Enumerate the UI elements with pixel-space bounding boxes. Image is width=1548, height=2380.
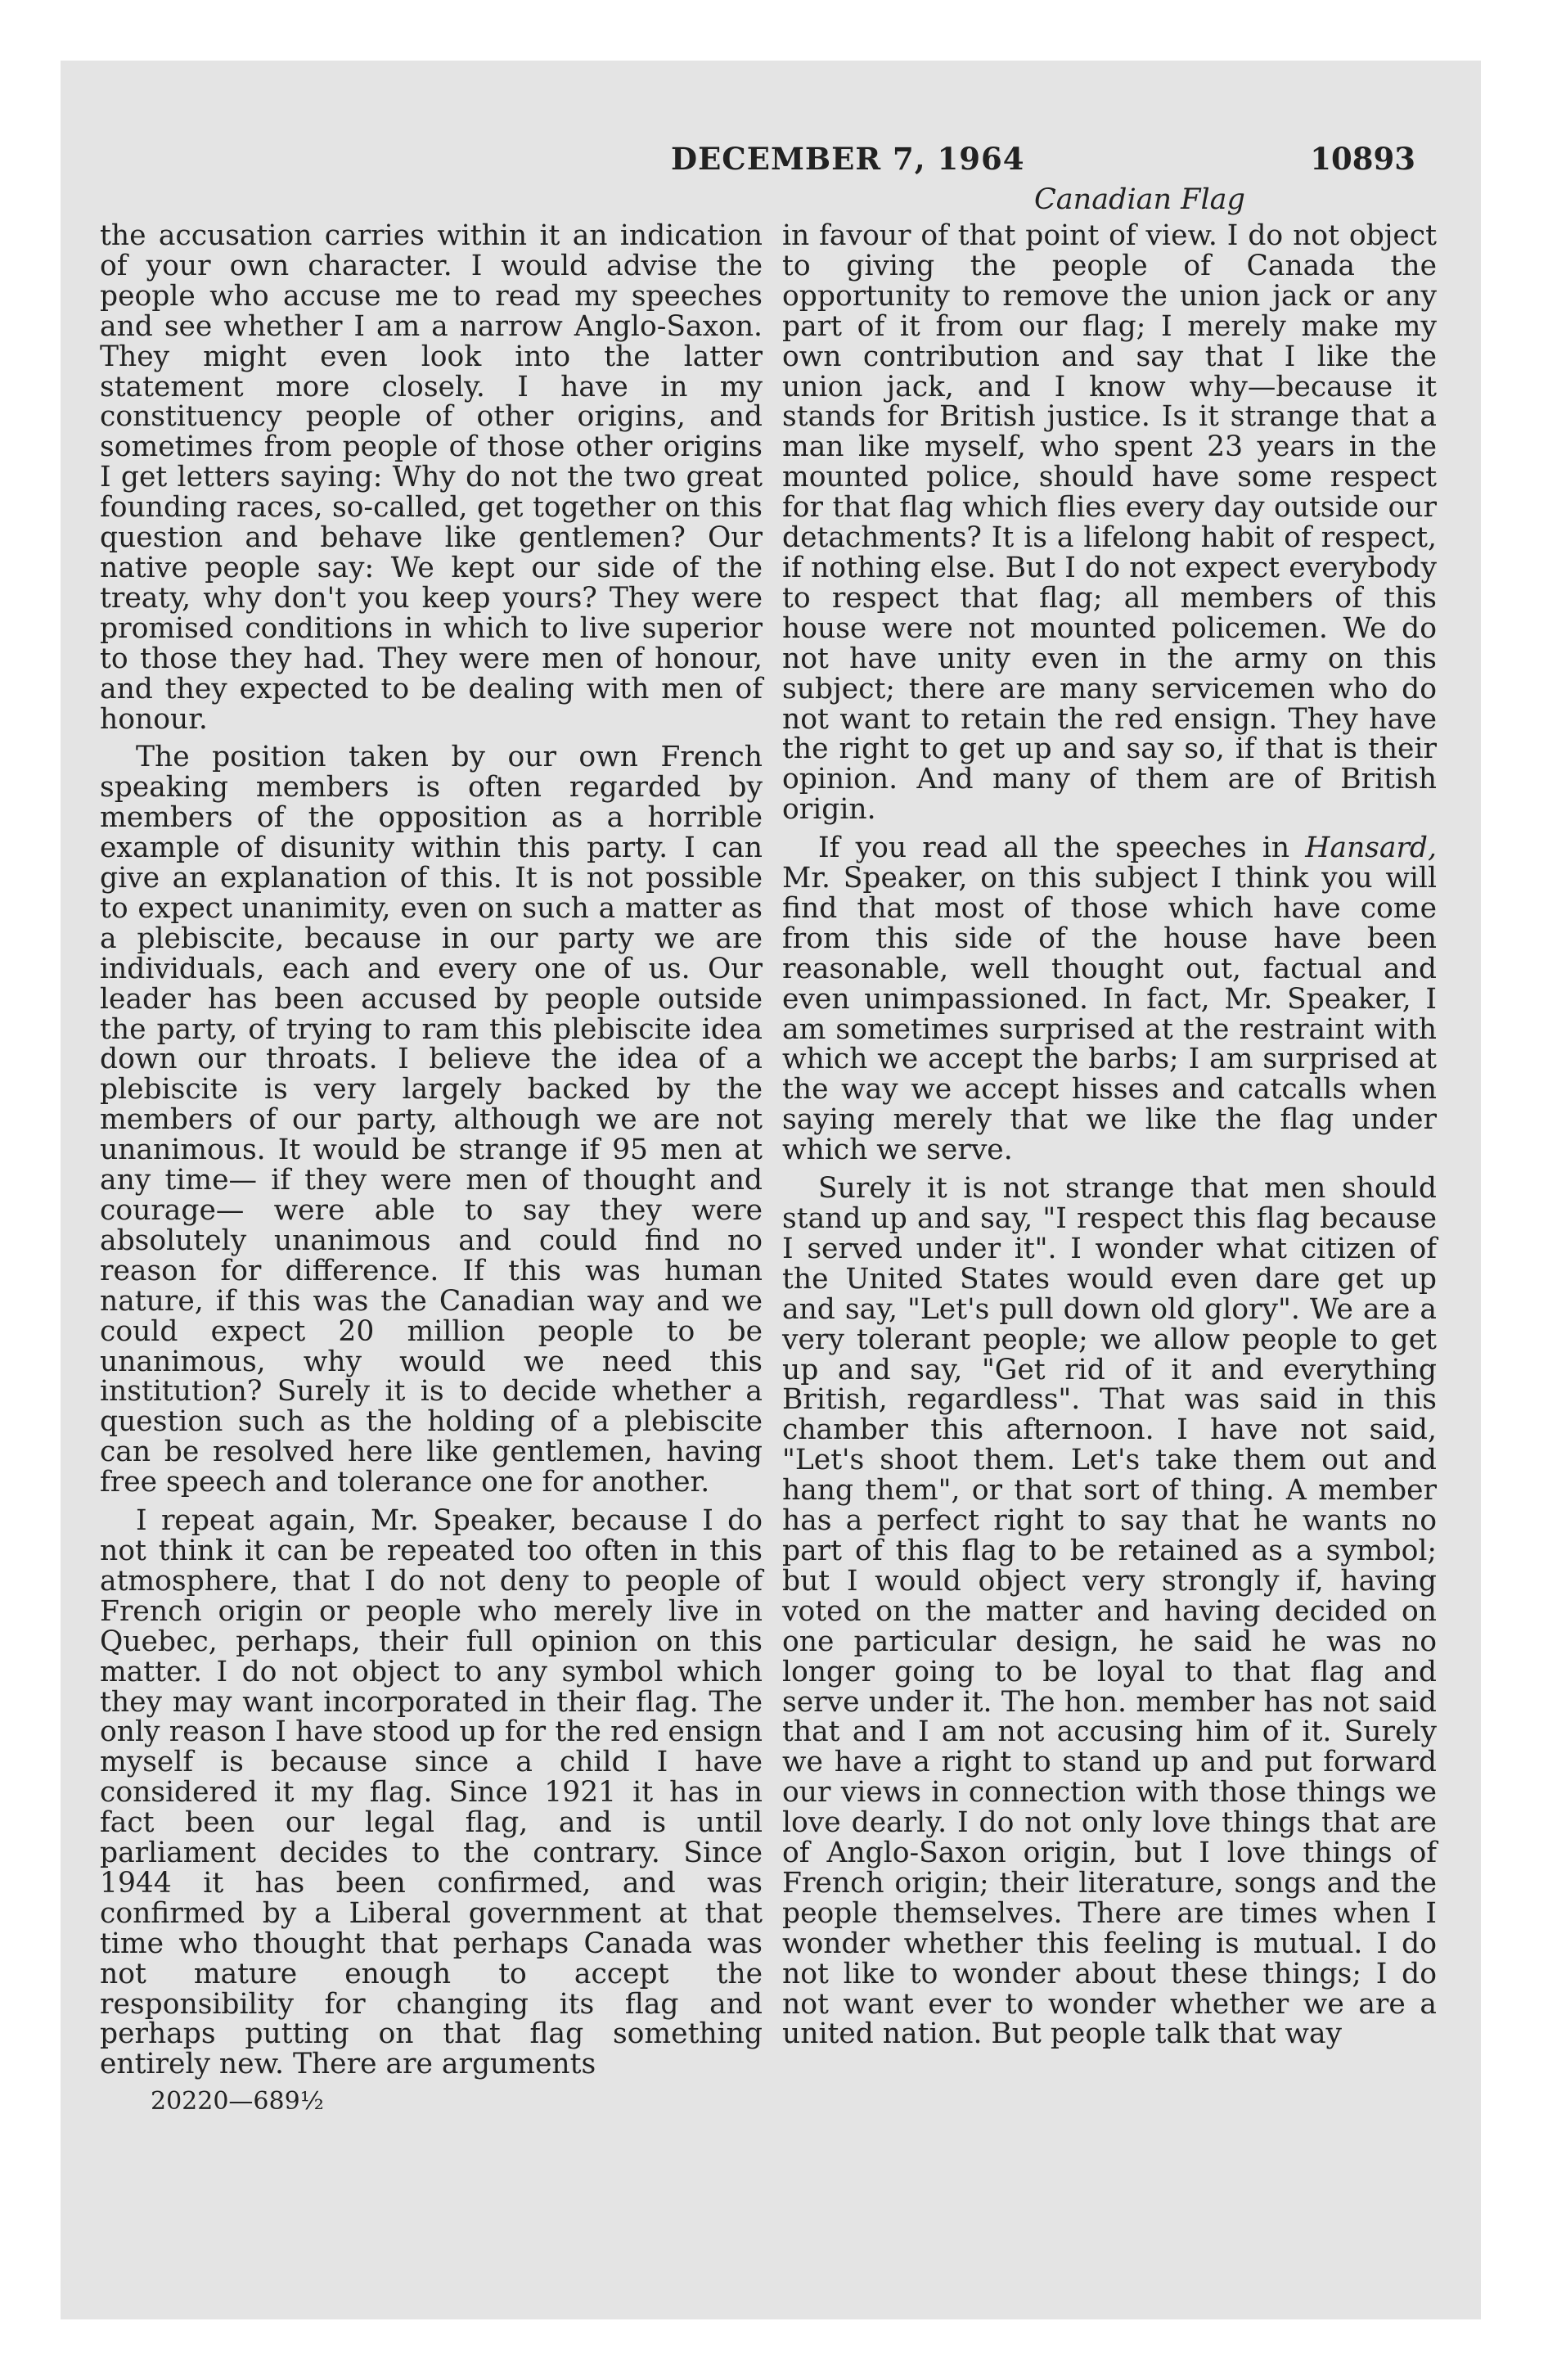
paragraph: I repeat again, Mr. Speaker, because I do not think it can be repeated too often in this atmosphere, that I do not deny to people of French origin or people who merely live in Quebec, perhaps, their full opinion on this matter. I do not object to any symbol which they may want incorporated in their flag. The only reason I have stood up for the red ensign myself is because since a child I have considered it my flag. Since 1921 it has in fact been our legal flag, and is until parliament decides to the contrary. Since 1944 it has been confirmed, and was confirmed by a Liberal government at that time who thought that perhaps Canada was not mature enough to accept the responsibility for changing its flag and perhaps putting on that flag something entirely new. There are arguments [100, 1504, 763, 2081]
header-date: DECEMBER 7, 1964 [671, 141, 1025, 177]
left-column [100, 221, 763, 2080]
document-page [61, 61, 1481, 2319]
paragraph: Surely it is not strange that men should stand up and say, "I respect this flag because I served under it". I wonder what citizen of the United States would even dare get up and say, "Let's pull down old glory". We are a very tolerant people; we allow people to get up and say, "Get rid of it and everything British, regardless". That was said in this chamber this afternoon. I have not said, "Let's shoot them. Let's take them out and hang them", or that sort of thing. A member has a perfect right to say that he wants no part of this flag to be retained as a symbol; but I would object very strongly if, having voted on the matter and having decided on one particular design, he said he was no longer going to be loyal to that flag and serve under it. The hon. member has not said that and I am not accusing him of it. Surely we have a right to stand up and put forward our views in connection with those things we love dearly. I do not only love things that are of Anglo-Saxon origin, but I love things of French origin; their literature, songs and the people themselves. There are times when I wonder whether this feeling is mutual. I do not like to wonder about these things; I do not want ever to wonder whether we are a united nation. But people talk that way [782, 1172, 1437, 2051]
paragraph [782, 833, 1437, 1165]
paragraph-text: If you read all the speeches in [818, 832, 1306, 865]
paragraph: The position taken by our own French speaking members is often regarded by members of the opposition as a horrible example of disunity within this party. I can give an explanation of this. It is not possible to expect unanimity, even on such a matter as a plebiscite, because in our party we are individuals, each and every one of us. Our leader has been accused by people outside the party, of trying to ram this plebiscite idea down our throats. I believe the idea of a plebiscite is very largely backed by the members of our party, although we are not unanimous. It would be strange if 95 men at any time— if they were men of thought and courage— were able to say they were absolutely unanimous and could find no reason for difference. If this was human nature, if this was the Canadian way and we could expect 20 million people to be unanimous, why would we need this institution? Surely it is to decide whether a question such as the holding of a plebiscite can be resolved here like gentlemen, having free speech and tolerance one for another. [100, 741, 763, 1499]
section-title: Canadian Flag [1034, 183, 1245, 216]
paragraph: the accusation carries within it an indication of your own character. I would advise the people who accuse me to read my speeches and see whether I am a narrow Anglo-Saxon. They might even look into the latter statement more closely. I have in my constituency people of other origins, and sometimes from people of those other origins I get letters saying: Why do not the two great founding races, so-called, get together on this question and behave like gentlemen? Our native people say: We kept our side of the treaty, why don't you keep yours? They were promised conditions in which to live superior to those they had. They were men of honour, and they expected to be dealing with men of honour. [100, 219, 763, 736]
paragraph-text: Mr. Speaker, on this subject I think you will find that most of those which have come from this side of the house have been reasonable, well thought out, factual and even unimpassioned. In fact, Mr. Speaker, I am sometimes surprised at the restraint with which we accept the barbs; I am surprised at the way we accept hisses and catcalls when saying merely that we like the flag under which we serve. [782, 862, 1437, 1167]
paragraph: in favour of that point of view. I do not object to giving the people of Canada the opportunity to remove the union jack or any part of it from our flag; I merely make my own contribution and say that I like the union jack, and I know why—because it stands for British justice. Is it strange that a man like myself, who spent 23 years in the mounted police, should have some respect for that flag which flies every day outside our detachments? It is a lifelong habit of respect, if nothing else. But I do not expect everybody to respect that flag; all members of this house were not mounted policemen. We do not have unity even in the army on this subject; there are many servicemen who do not want to retain the red ensign. They have the right to get up and say so, if that is their opinion. And many of them are of British origin. [782, 219, 1437, 827]
hansard-italic: Hansard, [1305, 832, 1437, 865]
footer-code: 20220—689½ [151, 2087, 324, 2116]
page-number: 10893 [1310, 141, 1415, 177]
right-column [782, 221, 1437, 2049]
